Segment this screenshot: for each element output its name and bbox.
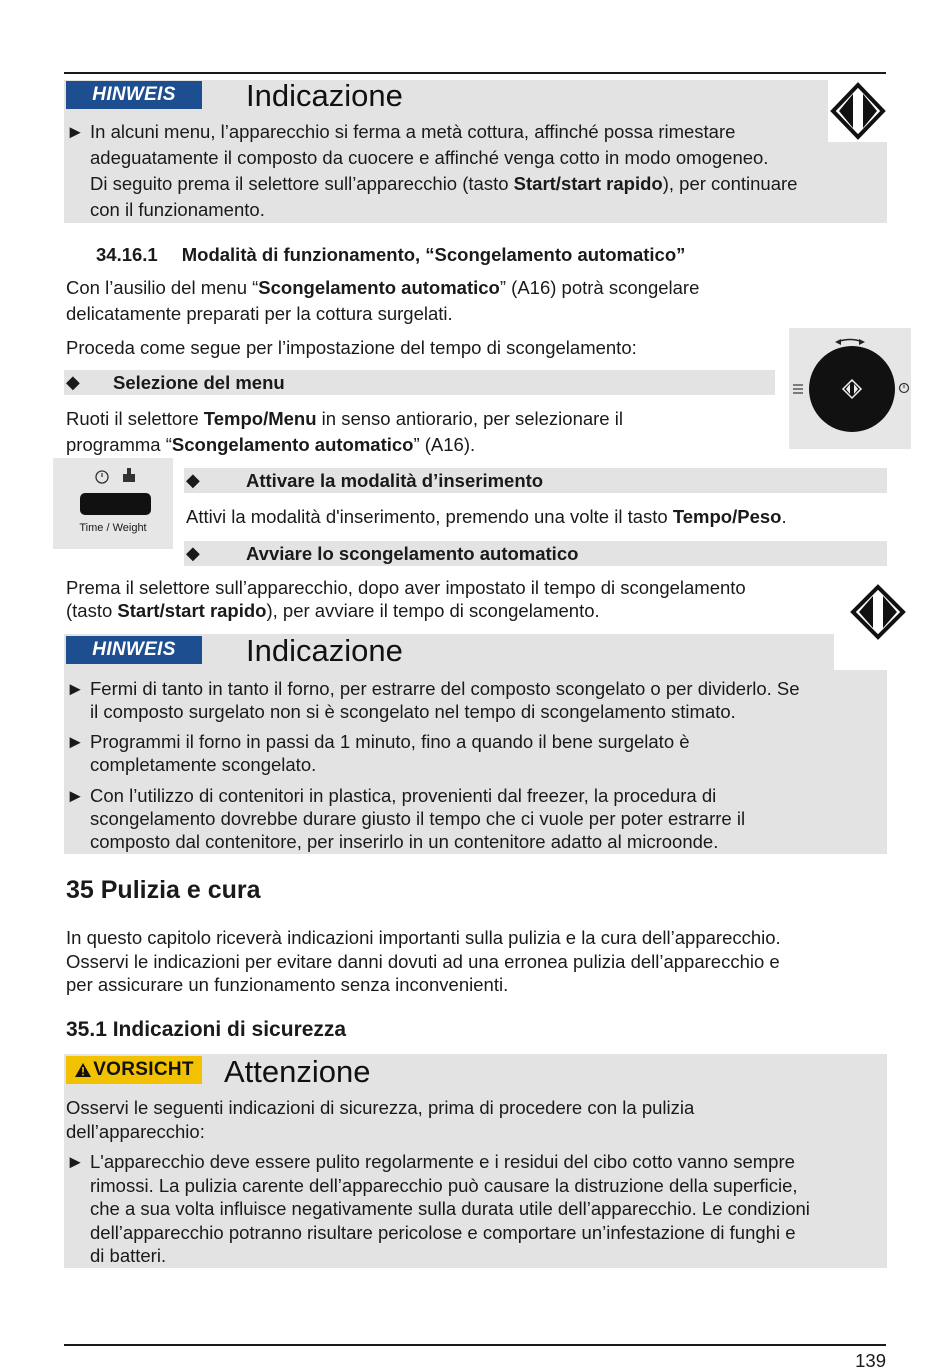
- keypad-label: Time / Weight: [79, 522, 147, 534]
- step-selezione-menu: [64, 370, 775, 395]
- caution-bullet: ► L'apparecchio deve essere pulito regolarmente e i residui del cibo cotto vanno sempre rimossi. La pulizia carente dell’apparecchio può causare la distruzione della superficie, che a sua volta influisce negativamente sulla durata utile dell’apparecchio. Le condizioni dell’apparecchio potranno risultare pericolose e comportare un’infestazione di funghi e di batteri.: [66, 1151, 810, 1266]
- note2-bullet-1: ► Fermi di tanto in tanto il forno, per estrarre del composto scongelato o per dividerlo. Se il composto surgelato non si è scongelato nel tempo di scongelamento stimato.: [66, 678, 800, 722]
- intro-paragraph: Con l’ausilio del menu “Scongelamento automatico” (A16) potrà scongelare delicatamente preparati per la cottura surgelati.: [66, 277, 700, 324]
- caution-title: Attenzione: [224, 1054, 371, 1089]
- diamond-icon: ◆: [186, 470, 200, 490]
- badge-label: VORSICHT: [93, 1059, 194, 1080]
- caution-intro: Osservi le seguenti indicazioni di sicurezza, prima di procedere con la pulizia dell’apparecchio:: [66, 1097, 695, 1142]
- note2-bullet-2: ► Programmi il forno in passi da 1 minuto, fino a quando il bene surgelato è completamente scongelato.: [66, 731, 690, 775]
- step-avviare-scongelamento: [184, 541, 887, 566]
- step-title: Attivare la modalità d’inserimento: [246, 470, 544, 491]
- section-heading: 35 Pulizia e cura: [66, 876, 261, 904]
- page-number: 139: [855, 1350, 886, 1371]
- step-attivare-inserimento: [184, 468, 887, 493]
- rotary-dial-icon: [789, 328, 911, 449]
- note-title: Indicazione: [246, 633, 403, 668]
- step3-text: Prema il selettore sull’apparecchio, dopo aver impostato il tempo di scongelamento (tasto Start/start rapido), per avviare il tempo di scongelamento.: [66, 577, 746, 621]
- hinweis-badge: HINWEIS: [66, 636, 202, 664]
- vorsicht-badge: [66, 1056, 202, 1084]
- warning-icon: [74, 1062, 92, 1078]
- note-line: adeguatamente il composto da cuocere e affinché venga cotto in modo omogeneo.: [90, 147, 769, 168]
- subsection-heading: 34.16.1 Modalità di funzionamento, “Scongelamento automatico”: [96, 244, 686, 265]
- dial-image: [789, 328, 911, 449]
- bullet-arrow: ►: [66, 121, 85, 142]
- subsection-heading: 35.1 Indicazioni di sicurezza: [66, 1018, 347, 1041]
- note-line: Di seguito prema il selettore sull’apparecchio (tasto Start/start rapido), per continuare: [90, 173, 798, 194]
- time-weight-key-icon: [53, 458, 173, 549]
- note-title: Indicazione: [246, 78, 403, 113]
- info-diamond-icon: [848, 582, 908, 642]
- time-weight-key-image: [53, 458, 173, 549]
- step-title: Avviare lo scongelamento automatico: [246, 543, 579, 564]
- diamond-icon: ◆: [186, 543, 200, 563]
- top-rule: [64, 72, 886, 74]
- footer-rule: [64, 1344, 886, 1346]
- step2-text: Attivi la modalità d'inserimento, premendo una volte il tasto Tempo/Peso.: [186, 506, 787, 527]
- step-title: Selezione del menu: [113, 372, 285, 393]
- note-text: [66, 119, 876, 223]
- note2-bullet-3: ► Con l’utilizzo di contenitori in plastica, provenienti dal freezer, la procedura di scongelamento dovrebbe durare giusto il tempo che ci vuole per poter estrarre il composto dal contenitore, per inserirlo in un contenitore adatto al microonde.: [66, 785, 746, 852]
- note-line: con il funzionamento.: [90, 199, 265, 220]
- note-line: In alcuni menu, l’apparecchio si ferma a metà cottura, affinché possa rimestare: [90, 121, 736, 142]
- step1-text: Ruoti il selettore Tempo/Menu in senso antiorario, per selezionare il programma “Scongelamento automatico” (A16).: [66, 408, 623, 455]
- hinweis-badge: HINWEIS: [66, 81, 202, 109]
- section-intro: In questo capitolo riceverà indicazioni importanti sulla pulizia e la cura dell’apparecchio. Osservi le indicazioni per evitare danni dovuti ad una erronea pulizia dell’apparecchio e per assicurare un funzionamento senza inconvenienti.: [66, 927, 781, 995]
- diamond-icon: ◆: [66, 372, 80, 392]
- intro-paragraph-2: Proceda come segue per l’impostazione del tempo di scongelamento:: [66, 337, 637, 358]
- note2-icon: [848, 582, 908, 642]
